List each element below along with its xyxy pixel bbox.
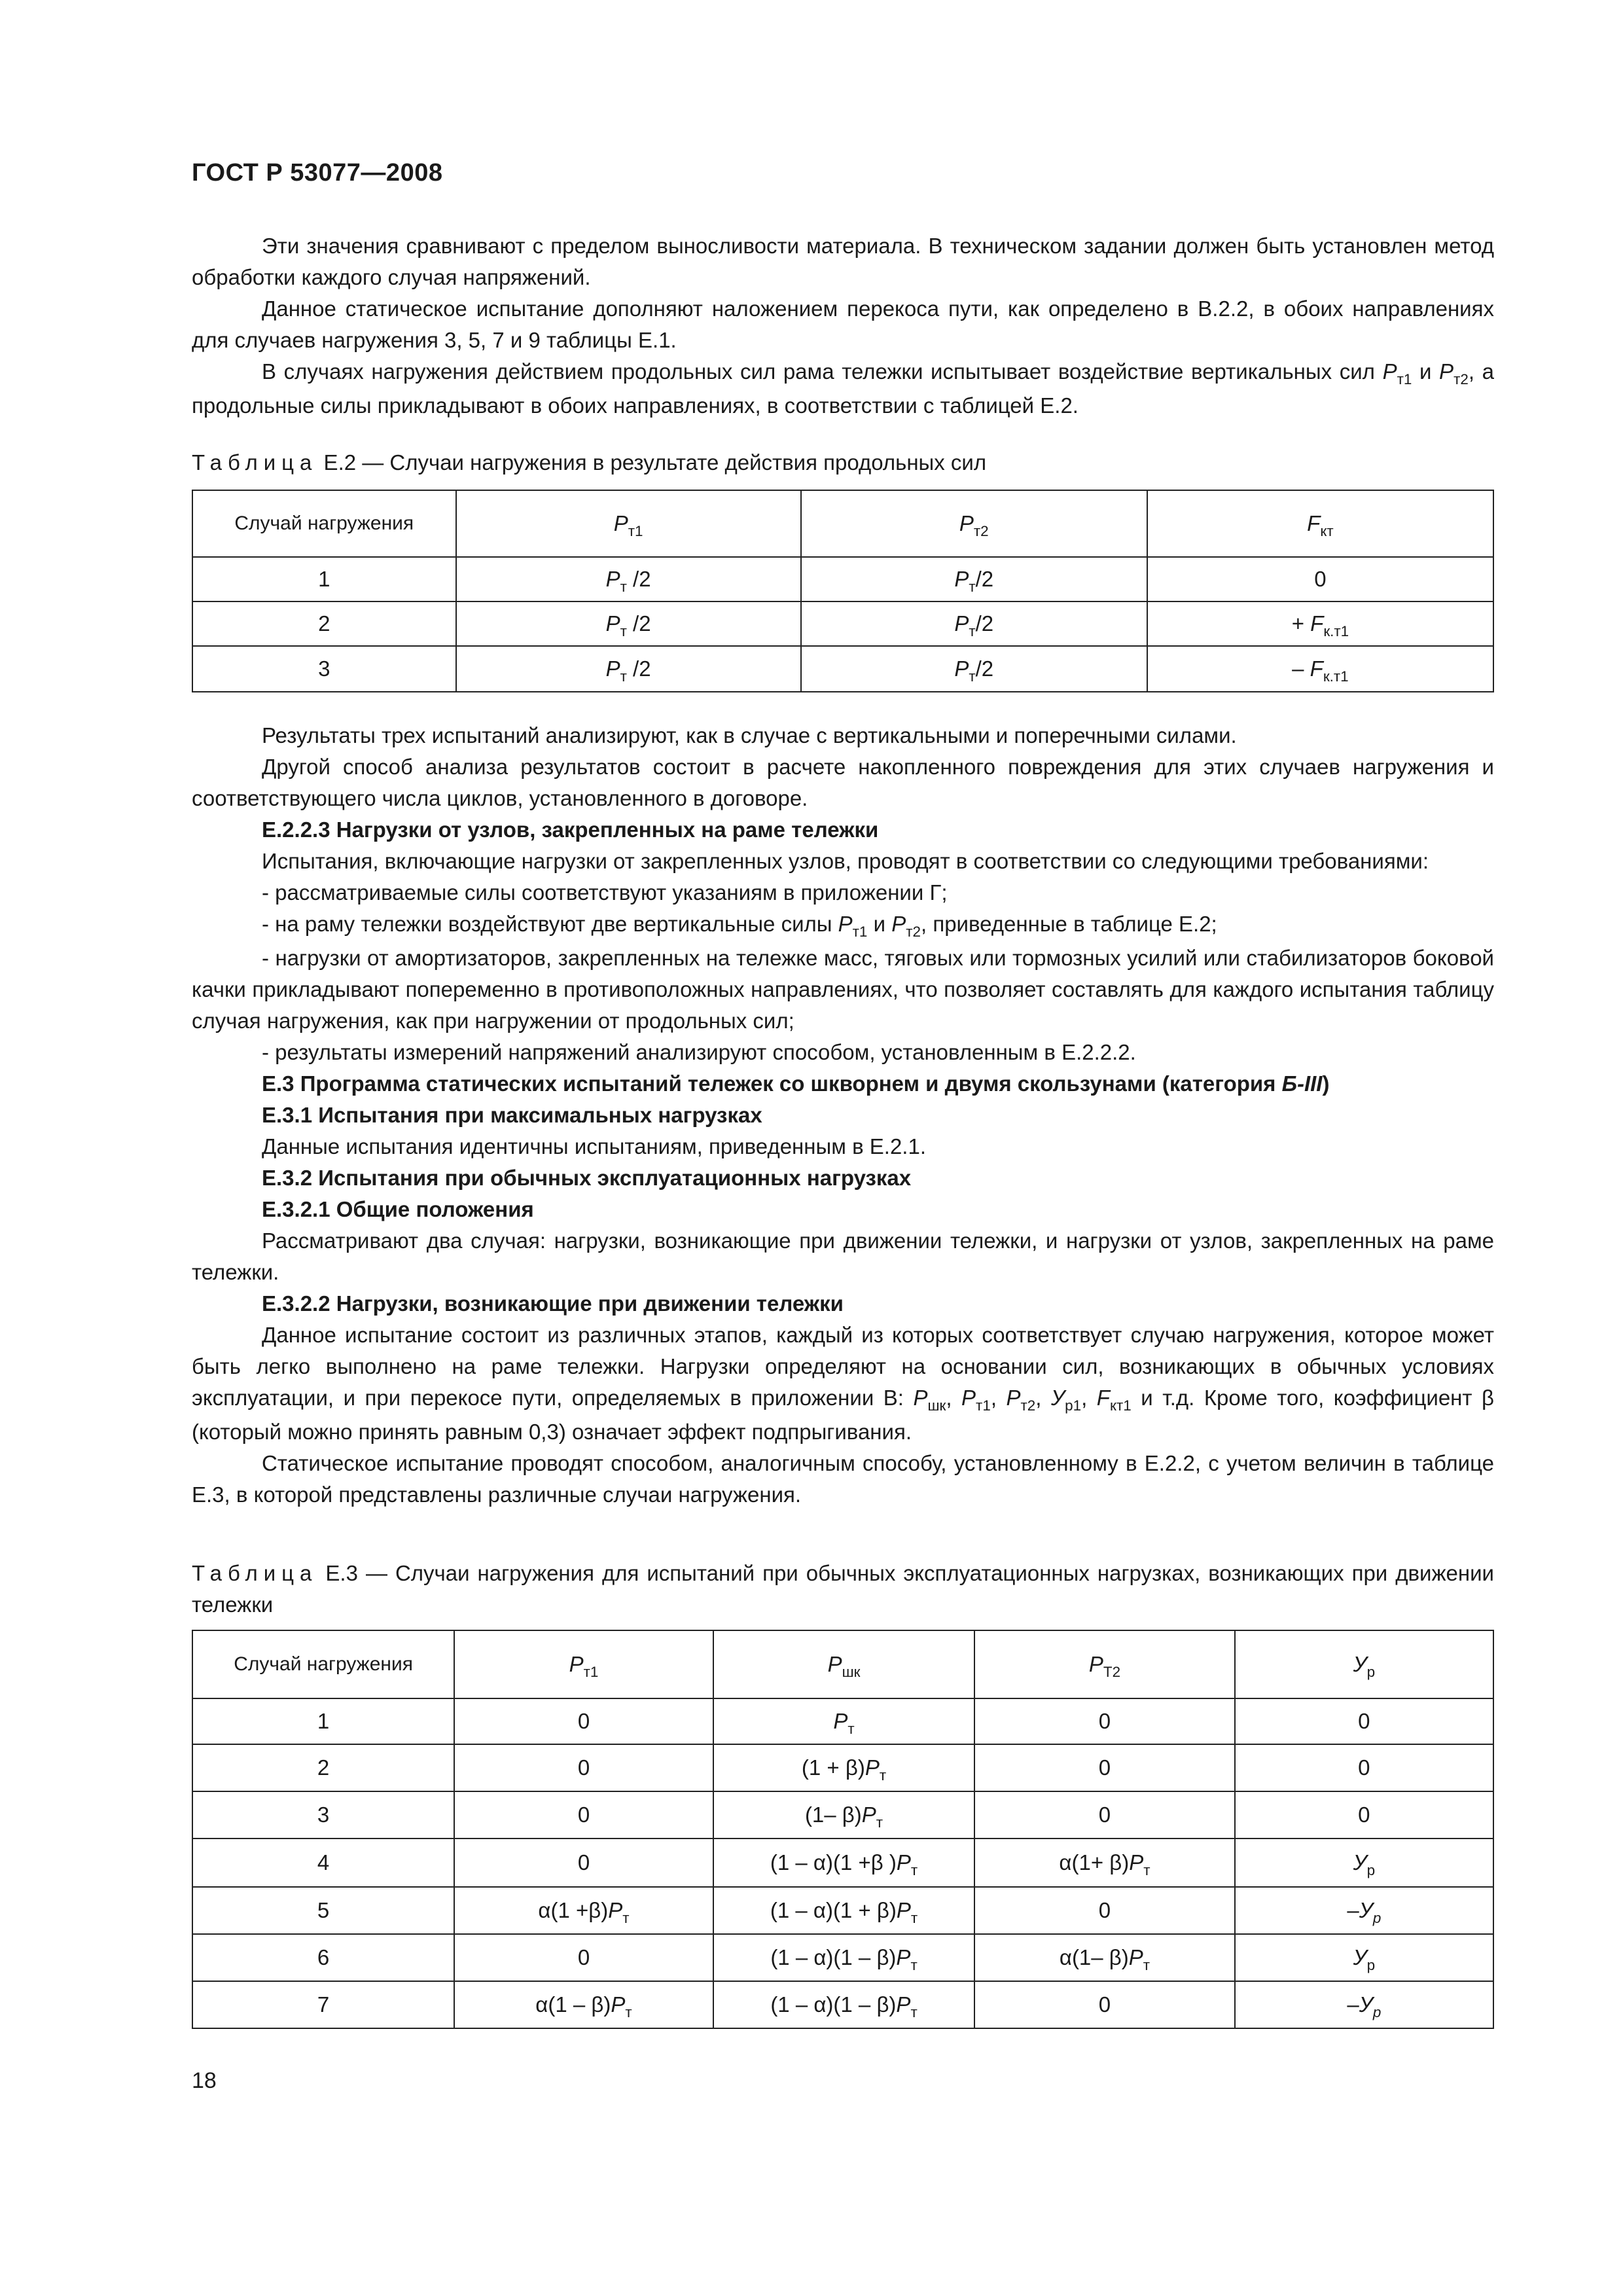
table-cell: 0 (974, 1981, 1234, 2028)
table-e2 (192, 490, 1494, 692)
table-cell: 0 (454, 1744, 713, 1791)
table-cell: $(1 - \alpha)(1 - \beta)P_т$ (713, 1981, 974, 2028)
paragraph: Другой способ анализа результатов состоит в расчете накопленного повреждения для этих случаев нагружения и соответствующего числа циклов, установленного в договоре. (192, 755, 1494, 810)
list-item: - нагрузки от амортизаторов, закрепленных на тележке масс, тяговых или тормозных усилий или стабилизаторов боковой качки прикладывают попеременно в противоположных направлениях, что позволяет составлять для каждого испытания таблицу случая нагружения, как при нагружении от продольных сил; (192, 946, 1494, 1033)
paragraph: В случаях нагружения действием продольных сил рама тележки испытывает воздействие вертикальных сил $P_{т1}$ и $P_{т2}$, а продольные силы прикладывают в обоих направлениях, в соответствии с таблицей Е.2. (192, 359, 1494, 418)
section-heading: Е.3 Программа статических испытаний тележек со шкворнем и двумя скользунами (категория Б-III) (262, 1071, 1330, 1096)
table-cell: $\alpha(1 - \beta)P_т$ (454, 1981, 713, 2028)
table-row (192, 1744, 1493, 1791)
table-cell: 2 (192, 1744, 454, 1791)
table-cell: $P_т$ /2 (456, 646, 801, 692)
table-cell: 0 (1235, 1791, 1493, 1839)
table-e3-caption: Таблица Е.3 — Случаи нагружения для испытаний при обычных эксплуатационных нагрузках, возникающих при движении тележки (192, 1561, 1494, 1617)
header-cell: $У_р$ (1235, 1630, 1493, 1698)
table-cell: 0 (454, 1839, 713, 1887)
table-cell: 0 (454, 1698, 713, 1744)
list-item: - на раму тележки воздействуют две вертикальные силы $P_{т1}$ и $P_{т2}$, приведенные в таблице Е.2; (262, 912, 1217, 940)
page-number: 18 (192, 2068, 217, 2093)
table-cell: $-У_р$ (1235, 1981, 1493, 2028)
table-cell: 1 (192, 557, 456, 601)
list-item: - результаты измерений напряжений анализируют способом, установленным в Е.2.2.2. (262, 1040, 1136, 1064)
table-row (192, 1839, 1493, 1887)
paragraph: Рассматривают два случая: нагрузки, возникающие при движении тележки, и нагрузки от узлов, закрепленных на раме тележки. (192, 1229, 1494, 1284)
table-row (192, 646, 1493, 692)
table-cell: 2 (192, 601, 456, 646)
table-cell: $P_т$ /2 (456, 557, 801, 601)
table-cell: 3 (192, 646, 456, 692)
header-cell: $F_{кт}$ (1147, 490, 1493, 557)
table-row (192, 557, 1493, 601)
table-cell: $P_т$ /2 (456, 601, 801, 646)
header-cell: $P_{Т2}$ (974, 1630, 1234, 1698)
paragraph: Данное статическое испытание дополняют наложением перекоса пути, как определено в В.2.2, в обоих направлениях для случаев нагружения 3, 5, 7 и 9 таблицы Е.1. (192, 296, 1494, 352)
table-cell: 3 (192, 1791, 454, 1839)
table-cell: 0 (974, 1791, 1234, 1839)
header-cell: $P_{т1}$ (454, 1630, 713, 1698)
table-cell: $(1 + \beta)P_т$ (713, 1744, 974, 1791)
header-cell: Случай нагружения (192, 490, 456, 557)
table-cell: 0 (454, 1791, 713, 1839)
table-e2-caption: Таблица Е.2 — Случаи нагружения в результате действия продольных сил (192, 450, 987, 475)
section-heading: Е.3.2.1 Общие положения (262, 1197, 534, 1221)
table-cell: 0 (1235, 1744, 1493, 1791)
table-cell: 0 (1147, 557, 1493, 601)
table-cell: 0 (974, 1887, 1234, 1934)
table-cell: 0 (974, 1744, 1234, 1791)
table-row (192, 601, 1493, 646)
list-item: - рассматриваемые силы соответствуют указаниям в приложении Г; (262, 880, 948, 905)
paragraph: Эти значения сравнивают с пределом выносливости материала. В техническом задании должен быть установлен метод обработки каждого случая напряжений. (192, 234, 1494, 289)
section-heading: Е.3.2.2 Нагрузки, возникающие при движении тележки (262, 1291, 844, 1316)
header-cell: $P_{шк}$ (713, 1630, 974, 1698)
paragraph: Данное испытание состоит из различных этапов, каждый из которых соответствует случаю нагружения, которое может быть легко выполнено на раме тележки. Нагрузки определяют на основании сил, возникающих в обычных условиях эксплуатации, и при перекосе пути, определяемых в приложении В: $P_{шк}$, $P_{т1}$, $P_{т2}$, $У_{р1}$, $F_{кт1}$ и т.д. Кроме того, коэффициент β (который можно принять равным 0,3) означает эффект подпрыгивания. (192, 1323, 1495, 1444)
section-heading: Е.3.2 Испытания при обычных эксплуатационных нагрузках (262, 1166, 912, 1190)
table-cell: $-У_р$ (1235, 1887, 1493, 1934)
paragraph: Испытания, включающие нагрузки от закрепленных узлов, проводят в соответствии со следующими требованиями: (262, 849, 1429, 873)
table-cell: $\alpha(1 +\beta)P_т$ (454, 1887, 713, 1934)
table-cell: 0 (1235, 1698, 1493, 1744)
table-cell: $\alpha(1+ \beta)P_т$ (974, 1839, 1234, 1887)
table-e3 (192, 1630, 1494, 2029)
body-text-1 (192, 230, 1494, 422)
table-cell: 5 (192, 1887, 454, 1934)
table-cell: $P_т/2$ (801, 557, 1147, 601)
table-row (192, 1791, 1493, 1839)
table-cell: – $F_{к.т1}$ (1147, 646, 1493, 692)
table-cell: α(1– $\beta)P_т$ (974, 1934, 1234, 1981)
section-heading: Е.3.1 Испытания при максимальных нагрузках (262, 1103, 762, 1127)
paragraph: Результаты трех испытаний анализируют, как в случае с вертикальными и поперечными силами. (262, 723, 1237, 747)
table-cell: $P_т/2$ (801, 601, 1147, 646)
table-cell: (1– $\beta)P_т$ (713, 1791, 974, 1839)
table-cell: $У_р$ (1235, 1934, 1493, 1981)
table-cell: 0 (974, 1698, 1234, 1744)
table-cell: $(1 - \alpha)(1 + \beta)P_т$ (713, 1887, 974, 1934)
table-cell: 4 (192, 1839, 454, 1887)
paragraph: Статическое испытание проводят способом, аналогичным способу, установленному в Е.2.2, с учетом величин в таблице Е.3, в которой представлены различные случаи нагружения. (192, 1451, 1494, 1507)
table-cell: 0 (454, 1934, 713, 1981)
table-cell: $(1 - \alpha)(1 - \beta)P_т$ (713, 1934, 974, 1981)
document-header: ГОСТ Р 53077—2008 (192, 159, 443, 187)
table-row (192, 1981, 1493, 2028)
header-cell: $P_{т1}$ (456, 490, 801, 557)
table-row (192, 1698, 1493, 1744)
table-cell: $P_т$ (713, 1698, 974, 1744)
table-row (192, 1887, 1493, 1934)
table-header-row (192, 1630, 1493, 1698)
table-cell: 1 (192, 1698, 454, 1744)
section-heading: Е.2.2.3 Нагрузки от узлов, закрепленных на раме тележки (262, 817, 879, 842)
paragraph: Данные испытания идентичны испытаниям, приведенным в Е.2.1. (262, 1134, 926, 1158)
table-cell: (1 – α)(1 +β )$P_т$ (713, 1839, 974, 1887)
header-cell: Случай нагружения (192, 1630, 454, 1698)
table-header-row (192, 490, 1493, 557)
table-cell: $У_р$ (1235, 1839, 1493, 1887)
table-cell: $P_т/2$ (801, 646, 1147, 692)
body-text-2 (192, 720, 1494, 1511)
table-row (192, 1934, 1493, 1981)
table-cell: + $F_{к.т1}$ (1147, 601, 1493, 646)
table-cell: 7 (192, 1981, 454, 2028)
header-cell: $P_{т2}$ (801, 490, 1147, 557)
table-cell: 6 (192, 1934, 454, 1981)
